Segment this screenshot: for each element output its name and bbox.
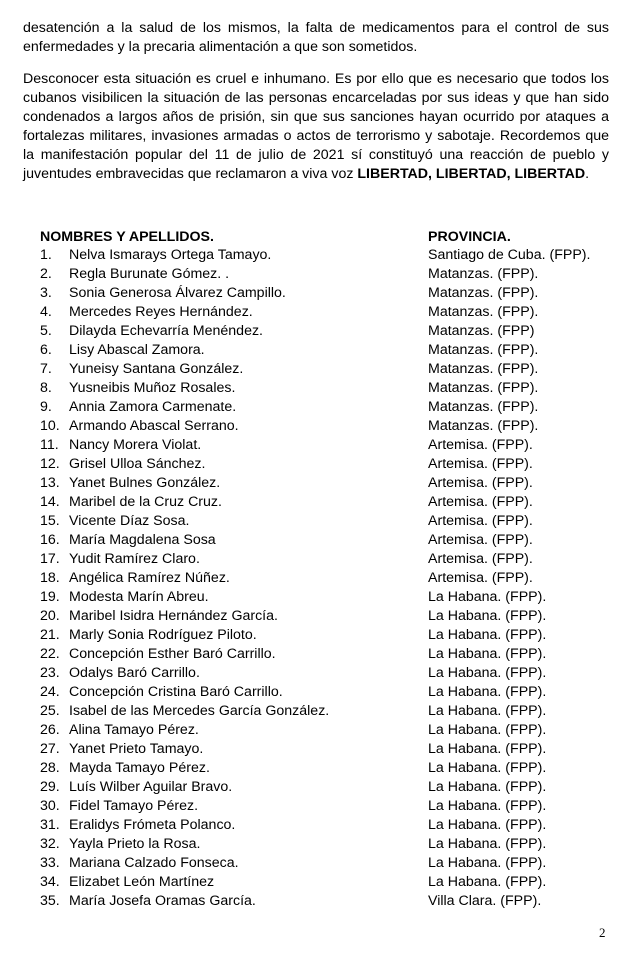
list-item xyxy=(0,873,640,892)
list-item-number: 12. xyxy=(40,456,60,472)
list-item xyxy=(0,322,640,341)
list-item xyxy=(0,550,640,569)
province-column-header: PROVINCIA. xyxy=(428,229,511,245)
list-item-number: 22. xyxy=(40,646,60,662)
list-item-name: Fidel Tamayo Pérez. xyxy=(69,798,199,814)
list-item-name: María Josefa Oramas García. xyxy=(69,893,256,909)
list-item-name: Sonia Generosa Álvarez Campillo. xyxy=(69,285,286,301)
list-item-name: Yudit Ramírez Claro. xyxy=(69,551,200,567)
list-item-name: Vicente Díaz Sosa. xyxy=(69,513,190,529)
intro-paragraph: desatención a la salud de los mismos, la falta de medicamentos para el control de sus enfermedades y la precaria alimentación a que son sometidos. xyxy=(23,20,609,55)
list-item-name: Yanet Bulnes González. xyxy=(69,475,221,491)
list-item xyxy=(0,341,640,360)
list-item-name: Alina Tamayo Pérez. xyxy=(69,722,199,738)
list-item-province: La Habana. (FPP). xyxy=(428,703,547,719)
list-item-number: 33. xyxy=(40,855,60,871)
list-item-name: Eralidys Frómeta Polanco. xyxy=(69,817,236,833)
list-item-province: La Habana. (FPP). xyxy=(428,779,547,795)
list-item-province: La Habana. (FPP). xyxy=(428,684,547,700)
list-item-number: 5. xyxy=(40,323,52,339)
list-item-name: Maribel Isidra Hernández García. xyxy=(69,608,278,624)
list-item-name: Dilayda Echevarría Menéndez. xyxy=(69,323,263,339)
list-item xyxy=(0,816,640,835)
list-item-name: Yusneibis Muñoz Rosales. xyxy=(69,380,236,396)
context-paragraph-emphasis: LIBERTAD, LIBERTAD, LIBERTAD xyxy=(357,166,586,182)
list-item-number: 19. xyxy=(40,589,60,605)
list-item-number: 13. xyxy=(40,475,60,491)
list-item xyxy=(0,835,640,854)
list-item-province: La Habana. (FPP). xyxy=(428,646,547,662)
list-item-number: 31. xyxy=(40,817,60,833)
list-item-province: Villa Clara. (FPP). xyxy=(428,893,542,909)
list-item xyxy=(0,455,640,474)
list-item-name: Armando Abascal Serrano. xyxy=(69,418,239,434)
list-item-name: Grisel Ulloa Sánchez. xyxy=(69,456,206,472)
page-number: 2 xyxy=(599,925,606,940)
list-item-name: Nelva Ismarays Ortega Tamayo. xyxy=(69,247,272,263)
list-item xyxy=(0,284,640,303)
list-item xyxy=(0,626,640,645)
list-item-number: 14. xyxy=(40,494,60,510)
list-item-number: 20. xyxy=(40,608,60,624)
list-item-province: La Habana. (FPP). xyxy=(428,836,547,852)
list-item xyxy=(0,759,640,778)
list-item-name: Concepción Esther Baró Carrillo. xyxy=(69,646,276,662)
list-item xyxy=(0,360,640,379)
list-item xyxy=(0,721,640,740)
list-item-number: 27. xyxy=(40,741,60,757)
list-item-province: Matanzas. (FPP). xyxy=(428,361,539,377)
list-item-province: Artemisa. (FPP). xyxy=(428,551,533,567)
list-item-province: La Habana. (FPP). xyxy=(428,627,547,643)
list-item-name: Mercedes Reyes Hernández. xyxy=(69,304,253,320)
list-item-province: Artemisa. (FPP). xyxy=(428,437,533,453)
list-item-number: 15. xyxy=(40,513,60,529)
list-item-number: 23. xyxy=(40,665,60,681)
list-item xyxy=(0,702,640,721)
list-item xyxy=(0,246,640,265)
list-item xyxy=(0,398,640,417)
context-paragraph-end: . xyxy=(585,166,590,182)
list-item-number: 29. xyxy=(40,779,60,795)
list-item-number: 11. xyxy=(40,437,59,453)
list-item-province: La Habana. (FPP). xyxy=(428,665,547,681)
list-item xyxy=(0,265,640,284)
list-item-province: La Habana. (FPP). xyxy=(428,874,547,890)
list-item-number: 18. xyxy=(40,570,60,586)
list-item-number: 1. xyxy=(40,247,52,263)
list-item-number: 6. xyxy=(40,342,52,358)
list-item xyxy=(0,512,640,531)
list-item xyxy=(0,854,640,873)
list-item-province: La Habana. (FPP). xyxy=(428,760,547,776)
list-item xyxy=(0,417,640,436)
list-item-number: 32. xyxy=(40,836,60,852)
prisoner-list xyxy=(0,246,640,911)
list-item xyxy=(0,588,640,607)
list-item-province: Matanzas. (FPP). xyxy=(428,418,539,434)
list-item-province: La Habana. (FPP). xyxy=(428,608,547,624)
list-item-province: Matanzas. (FPP). xyxy=(428,399,539,415)
list-item xyxy=(0,664,640,683)
list-item xyxy=(0,892,640,911)
list-item-number: 34. xyxy=(40,874,60,890)
list-item-name: Annia Zamora Carmenate. xyxy=(69,399,237,415)
list-item-province: Matanzas. (FPP) xyxy=(428,323,535,339)
list-item xyxy=(0,569,640,588)
list-item-province: La Habana. (FPP). xyxy=(428,817,547,833)
list-item-province: Matanzas. (FPP). xyxy=(428,266,539,282)
list-item xyxy=(0,607,640,626)
list-item-number: 2. xyxy=(40,266,52,282)
list-item-name: María Magdalena Sosa xyxy=(69,532,216,548)
list-item-province: Artemisa. (FPP). xyxy=(428,494,533,510)
list-item-province: La Habana. (FPP). xyxy=(428,798,547,814)
list-item xyxy=(0,474,640,493)
list-item-number: 17. xyxy=(40,551,60,567)
list-item-name: Isabel de las Mercedes García González. xyxy=(69,703,330,719)
list-item-number: 4. xyxy=(40,304,52,320)
list-item-province: La Habana. (FPP). xyxy=(428,855,547,871)
list-item-province: Matanzas. (FPP). xyxy=(428,380,539,396)
list-item-number: 30. xyxy=(40,798,60,814)
list-item xyxy=(0,493,640,512)
list-item-name: Odalys Baró Carrillo. xyxy=(69,665,200,681)
list-item-name: Concepción Cristina Baró Carrillo. xyxy=(69,684,283,700)
list-item-name: Lisy Abascal Zamora. xyxy=(69,342,205,358)
list-item xyxy=(0,379,640,398)
list-item-name: Marly Sonia Rodríguez Piloto. xyxy=(69,627,257,643)
list-item-name: Nancy Morera Violat. xyxy=(69,437,202,453)
list-item-number: 10. xyxy=(40,418,60,434)
list-item xyxy=(0,683,640,702)
list-item-name: Regla Burunate Gómez. . xyxy=(69,266,230,282)
list-item-province: Matanzas. (FPP). xyxy=(428,342,539,358)
list-item-number: 24. xyxy=(40,684,60,700)
list-item xyxy=(0,778,640,797)
list-item-number: 25. xyxy=(40,703,60,719)
list-item-name: Mariana Calzado Fonseca. xyxy=(69,855,239,871)
list-item-name: Luís Wilber Aguilar Bravo. xyxy=(69,779,233,795)
list-item-province: Santiago de Cuba. (FPP). xyxy=(428,247,591,263)
list-item-province: Artemisa. (FPP). xyxy=(428,513,533,529)
list-item xyxy=(0,436,640,455)
list-item-name: Modesta Marín Abreu. xyxy=(69,589,209,605)
list-item-number: 16. xyxy=(40,532,60,548)
list-item-name: Elizabet León Martínez xyxy=(69,874,215,890)
context-paragraph xyxy=(23,70,609,184)
list-item-province: La Habana. (FPP). xyxy=(428,589,547,605)
list-item-name: Yuneisy Santana González. xyxy=(69,361,244,377)
list-item xyxy=(0,531,640,550)
list-item xyxy=(0,303,640,322)
list-item-name: Yanet Prieto Tamayo. xyxy=(69,741,204,757)
list-item-name: Angélica Ramírez Núñez. xyxy=(69,570,230,586)
context-paragraph-text: Desconocer esta situación es cruel e inhumano. Es por ello que es necesario que todos los cubanos visibilicen la situación de las personas encarceladas por sus ideas y que han sido condenados a largos años de prisión, sin que sus sanciones hayan ocurrido por ataques a fortalezas militares, invasiones armadas o actos de terrorismo y sabotaje. Recordemos que la manifestación popular del 11 de julio de 2021 sí constituyó una reacción de pueblo y juventudes embravecidas que reclamaron a viva voz xyxy=(23,71,609,182)
list-item-name: Mayda Tamayo Pérez. xyxy=(69,760,210,776)
list-item-province: Matanzas. (FPP). xyxy=(428,304,539,320)
list-item-number: 8. xyxy=(40,380,52,396)
list-item-province: La Habana. (FPP). xyxy=(428,722,547,738)
list-item-number: 28. xyxy=(40,760,60,776)
list-item-name: Yayla Prieto la Rosa. xyxy=(69,836,201,852)
list-item-province: Artemisa. (FPP). xyxy=(428,532,533,548)
list-item-number: 7. xyxy=(40,361,52,377)
list-item-number: 3. xyxy=(40,285,52,301)
list-item-province: Artemisa. (FPP). xyxy=(428,475,533,491)
list-item-number: 35. xyxy=(40,893,60,909)
list-item xyxy=(0,797,640,816)
list-item-province: Artemisa. (FPP). xyxy=(428,570,533,586)
list-item-number: 21. xyxy=(40,627,60,643)
list-item-province: Matanzas. (FPP). xyxy=(428,285,539,301)
list-item-number: 26. xyxy=(40,722,60,738)
names-column-header: NOMBRES Y APELLIDOS. xyxy=(40,229,214,245)
list-item-name: Maribel de la Cruz Cruz. xyxy=(69,494,222,510)
list-item-province: La Habana. (FPP). xyxy=(428,741,547,757)
list-item-province: Artemisa. (FPP). xyxy=(428,456,533,472)
list-item-number: 9. xyxy=(40,399,52,415)
list-item xyxy=(0,645,640,664)
list-item xyxy=(0,740,640,759)
